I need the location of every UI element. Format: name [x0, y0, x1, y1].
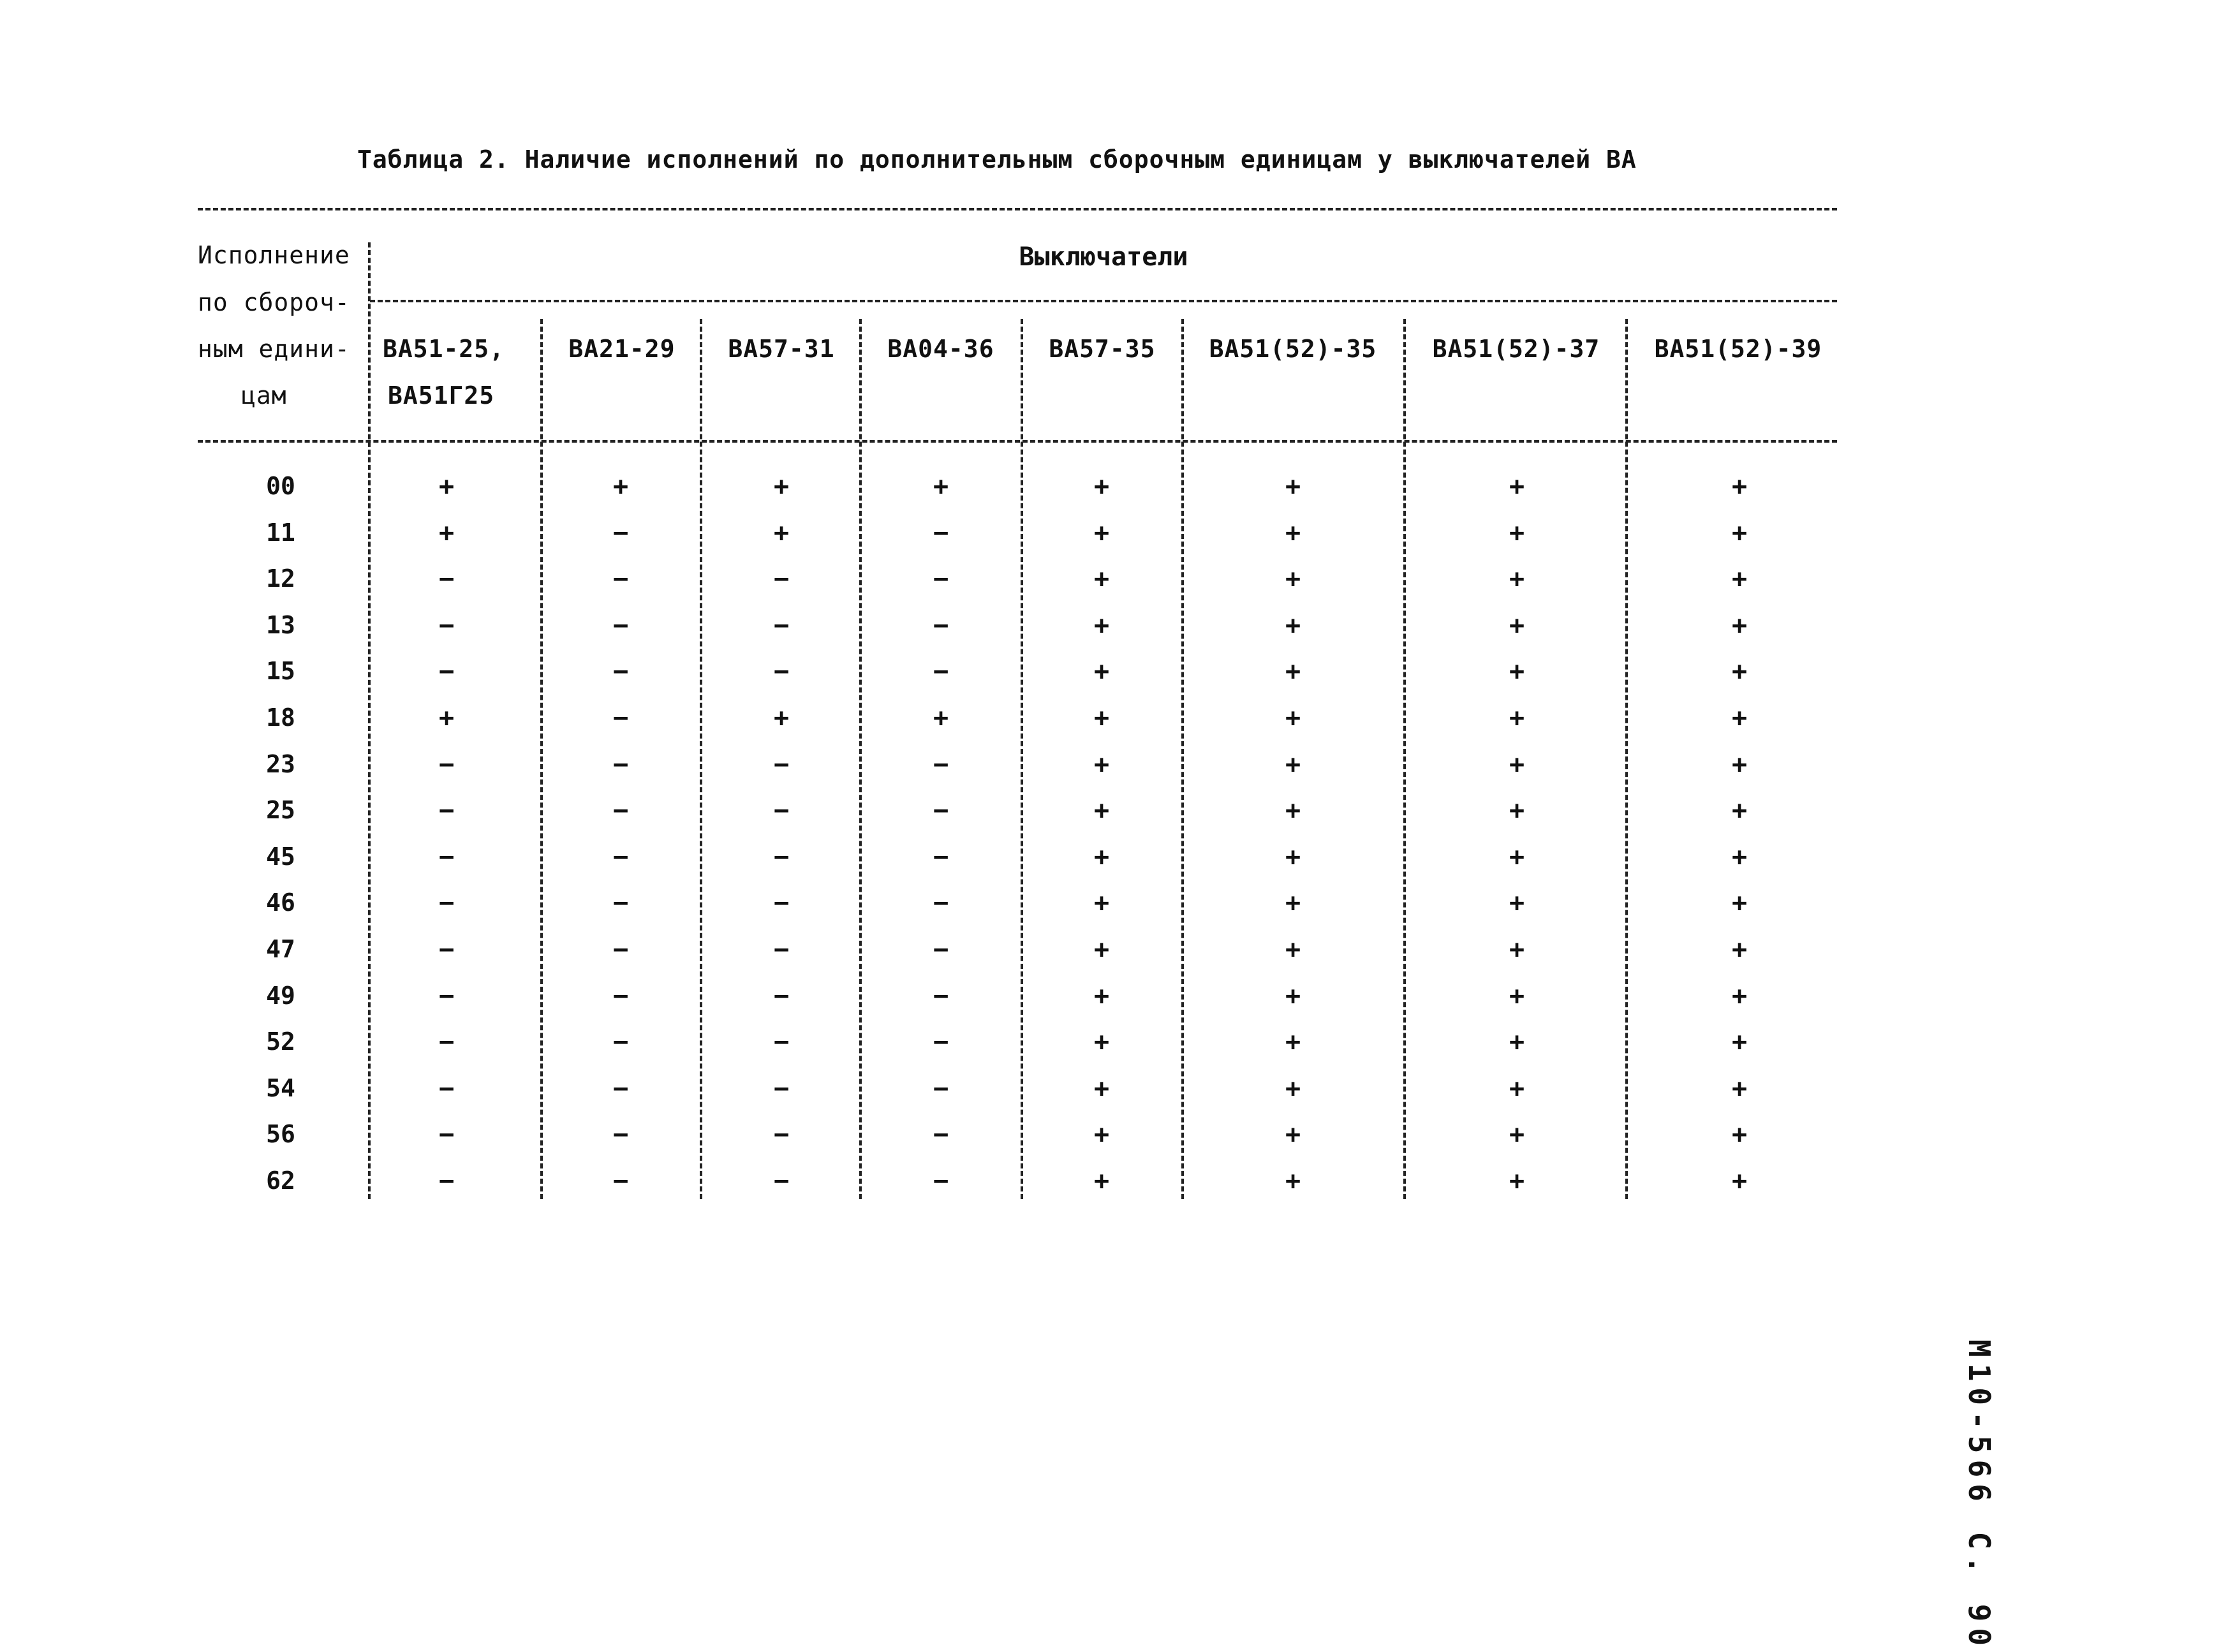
table-cell-mark: +: [773, 472, 790, 501]
row-code: 54: [266, 1073, 295, 1102]
table-cell-mark: +: [438, 704, 455, 733]
table-cell-mark: −: [933, 1028, 949, 1058]
table-cell-mark: −: [612, 1120, 629, 1150]
table-cell-mark: +: [1731, 796, 1748, 826]
top-rule: [198, 208, 1837, 210]
table-cell-mark: +: [1731, 564, 1748, 594]
table-cell-mark: −: [773, 1167, 790, 1196]
table-cell-mark: −: [933, 935, 949, 964]
table-cell-mark: −: [933, 749, 949, 779]
table-cell-mark: +: [1093, 1167, 1110, 1196]
table-cell-mark: +: [1509, 610, 1525, 640]
row-code: 25: [266, 796, 295, 825]
column-separator: [700, 319, 702, 1199]
row-code: 62: [266, 1167, 295, 1195]
row-code: 18: [266, 704, 295, 732]
table-cell-mark: +: [1285, 472, 1301, 501]
table-cell-mark: +: [1731, 749, 1748, 779]
row-code: 23: [266, 749, 295, 778]
table-cell-mark: +: [933, 472, 949, 501]
table-cell-mark: −: [612, 610, 629, 640]
page-side-code: М10-566 С. 90: [1962, 1339, 1997, 1652]
table-cell-mark: −: [933, 518, 949, 548]
table-cell-mark: +: [1285, 610, 1301, 640]
table-cell-mark: +: [1509, 889, 1525, 918]
table-cell-mark: −: [438, 749, 455, 779]
table-cell-mark: +: [1285, 1028, 1301, 1058]
table-cell-mark: +: [1509, 1073, 1525, 1103]
table-cell-mark: +: [1093, 749, 1110, 779]
table-cell-mark: +: [1285, 704, 1301, 733]
table-cell-mark: +: [1093, 518, 1110, 548]
row-code: 46: [266, 889, 295, 917]
table-cell-mark: −: [612, 889, 629, 918]
table-cell-mark: −: [933, 842, 949, 872]
stub-header-line-4: цам: [241, 381, 287, 409]
table-cell-mark: +: [1285, 749, 1301, 779]
column-header: ВА51(52)-39: [1654, 335, 1822, 363]
table-cell-mark: +: [1509, 518, 1525, 548]
table-cell-mark: −: [438, 564, 455, 594]
table-cell-mark: +: [438, 518, 455, 548]
table-cell-mark: +: [1285, 796, 1301, 826]
table-cell-mark: +: [1093, 935, 1110, 964]
table-cell-mark: −: [438, 1073, 455, 1103]
table-cell-mark: −: [773, 657, 790, 687]
table-cell-mark: +: [1093, 981, 1110, 1011]
table-cell-mark: +: [1731, 704, 1748, 733]
table-cell-mark: +: [1509, 472, 1525, 501]
table-cell-mark: +: [1509, 842, 1525, 872]
column-separator: [859, 319, 862, 1199]
table-cell-mark: +: [1509, 564, 1525, 594]
table-cell-mark: −: [438, 1167, 455, 1196]
column-header: ВА51-25,: [383, 335, 505, 363]
table-cell-mark: +: [1731, 518, 1748, 548]
table-cell-mark: +: [773, 704, 790, 733]
column-separator: [1403, 319, 1406, 1199]
table-cell-mark: +: [1731, 1073, 1748, 1103]
table-cell-mark: −: [612, 842, 629, 872]
table-cell-mark: +: [1731, 657, 1748, 687]
stub-header-line-3: ным едини-: [198, 335, 350, 363]
table-cell-mark: −: [773, 981, 790, 1011]
table-cell-mark: −: [933, 1167, 949, 1196]
table-cell-mark: −: [612, 1073, 629, 1103]
column-separator: [1625, 319, 1628, 1199]
stub-header-line-1: Исполнение: [198, 241, 350, 269]
table-cell-mark: +: [1509, 1120, 1525, 1150]
table-cell-mark: −: [773, 610, 790, 640]
table-cell-mark: +: [1093, 1120, 1110, 1150]
table-cell-mark: −: [438, 935, 455, 964]
table-cell-mark: +: [1731, 981, 1748, 1011]
table-cell-mark: +: [1093, 889, 1110, 918]
table-cell-mark: −: [773, 842, 790, 872]
row-code: 11: [266, 518, 295, 547]
table-cell-mark: −: [933, 796, 949, 826]
table-cell-mark: +: [1285, 564, 1301, 594]
table-cell-mark: +: [1731, 1028, 1748, 1058]
table-cell-mark: +: [1285, 518, 1301, 548]
table-cell-mark: −: [438, 796, 455, 826]
table-cell-mark: +: [1093, 1028, 1110, 1058]
table-cell-mark: −: [773, 749, 790, 779]
table-cell-mark: +: [1509, 796, 1525, 826]
row-code: 47: [266, 935, 295, 963]
row-code: 56: [266, 1120, 295, 1149]
column-header-line2: ВА51Г25: [388, 381, 495, 409]
column-header: ВА04-36: [887, 335, 994, 363]
table-cell-mark: +: [1093, 472, 1110, 501]
table-cell-mark: +: [612, 472, 629, 501]
column-header: ВА51(52)-35: [1209, 335, 1377, 363]
table-cell-mark: −: [773, 1120, 790, 1150]
table-cell-mark: −: [933, 1073, 949, 1103]
table-cell-mark: −: [773, 1073, 790, 1103]
table-cell-mark: −: [438, 981, 455, 1011]
table-cell-mark: +: [1093, 564, 1110, 594]
table-cell-mark: −: [438, 657, 455, 687]
table-cell-mark: −: [438, 1120, 455, 1150]
column-header: ВА51(52)-37: [1432, 335, 1600, 363]
table-cell-mark: +: [1731, 842, 1748, 872]
table-cell-mark: +: [1509, 704, 1525, 733]
column-separator: [1181, 319, 1184, 1199]
table-cell-mark: −: [612, 796, 629, 826]
table-cell-mark: +: [1093, 704, 1110, 733]
table-cell-mark: +: [1509, 657, 1525, 687]
stub-header-line-2: по сбороч-: [198, 288, 350, 316]
table-cell-mark: +: [1731, 889, 1748, 918]
table-cell-mark: +: [1093, 842, 1110, 872]
table-cell-mark: +: [1285, 1167, 1301, 1196]
column-header: ВА57-35: [1049, 335, 1156, 363]
column-header: ВА21-29: [568, 335, 676, 363]
column-separator: [540, 319, 543, 1199]
table-cell-mark: −: [612, 704, 629, 733]
table-cell-mark: +: [1731, 1167, 1748, 1196]
group-header: Выключатели: [1019, 242, 1188, 272]
table-cell-mark: −: [933, 657, 949, 687]
table-cell-mark: +: [1731, 935, 1748, 964]
table-cell-mark: +: [1509, 1167, 1525, 1196]
table-cell-mark: +: [438, 472, 455, 501]
table-cell-mark: −: [438, 842, 455, 872]
table-cell-mark: +: [1093, 1073, 1110, 1103]
table-cell-mark: +: [773, 518, 790, 548]
table-cell-mark: +: [1285, 935, 1301, 964]
table-cell-mark: +: [933, 704, 949, 733]
row-code: 12: [266, 564, 295, 593]
column-separator: [368, 242, 371, 1199]
table-cell-mark: −: [773, 1028, 790, 1058]
table-cell-mark: +: [1509, 935, 1525, 964]
table-cell-mark: +: [1093, 610, 1110, 640]
table-cell-mark: −: [933, 1120, 949, 1150]
row-code: 00: [266, 472, 295, 500]
table-title: Таблица 2. Наличие исполнений по дополнительным сборочным единицам у выключателей ВА: [357, 145, 1637, 173]
table-cell-mark: +: [1285, 981, 1301, 1011]
table-cell-mark: +: [1509, 1028, 1525, 1058]
table-cell-mark: +: [1093, 657, 1110, 687]
table-cell-mark: −: [612, 657, 629, 687]
column-header: ВА57-31: [728, 335, 835, 363]
table-cell-mark: −: [612, 981, 629, 1011]
table-cell-mark: +: [1285, 657, 1301, 687]
table-cell-mark: −: [438, 889, 455, 918]
table-cell-mark: −: [933, 981, 949, 1011]
table-cell-mark: +: [1731, 1120, 1748, 1150]
table-cell-mark: +: [1285, 1073, 1301, 1103]
group-rule: [370, 300, 1837, 302]
table-cell-mark: −: [933, 564, 949, 594]
table-cell-mark: −: [773, 889, 790, 918]
table-cell-mark: +: [1509, 981, 1525, 1011]
table-cell-mark: −: [612, 935, 629, 964]
table-cell-mark: −: [933, 610, 949, 640]
column-separator: [1021, 319, 1023, 1199]
table-cell-mark: +: [1285, 842, 1301, 872]
table-cell-mark: −: [438, 1028, 455, 1058]
table-cell-mark: −: [612, 518, 629, 548]
table-cell-mark: −: [612, 564, 629, 594]
table-cell-mark: +: [1285, 1120, 1301, 1150]
table-cell-mark: +: [1731, 472, 1748, 501]
table-cell-mark: +: [1509, 749, 1525, 779]
table-cell-mark: +: [1093, 796, 1110, 826]
table-cell-mark: −: [773, 796, 790, 826]
table-cell-mark: −: [612, 1167, 629, 1196]
row-code: 45: [266, 842, 295, 871]
row-code: 52: [266, 1028, 295, 1056]
table-cell-mark: −: [773, 564, 790, 594]
table-cell-mark: −: [933, 889, 949, 918]
table-cell-mark: +: [1285, 889, 1301, 918]
header-bottom-rule: [198, 440, 1837, 443]
table-cell-mark: +: [1731, 610, 1748, 640]
table-cell-mark: −: [773, 935, 790, 964]
table-cell-mark: −: [438, 610, 455, 640]
table-cell-mark: −: [612, 1028, 629, 1058]
row-code: 49: [266, 981, 295, 1010]
row-code: 13: [266, 610, 295, 639]
table-cell-mark: −: [612, 749, 629, 779]
row-code: 15: [266, 657, 295, 686]
